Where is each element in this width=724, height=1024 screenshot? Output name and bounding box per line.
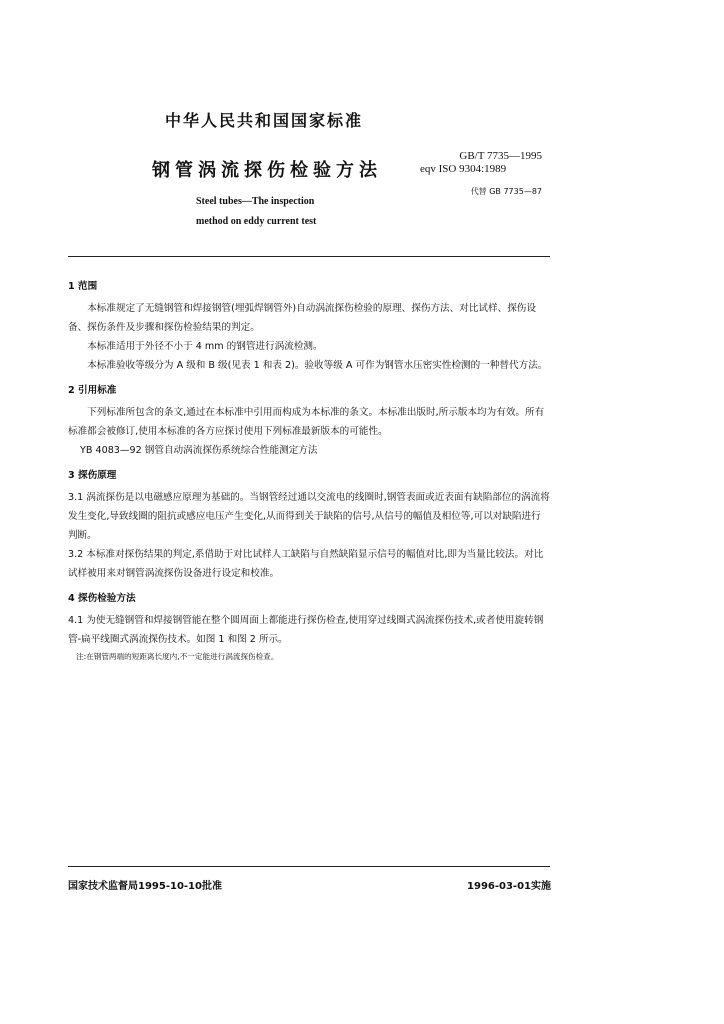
english-title-line-2: method on eddy current test bbox=[196, 216, 317, 227]
english-title-line-1: Steel tubes—The inspection bbox=[196, 196, 315, 207]
section-1-paragraph-3: 本标准验收等级分为 A 级和 B 级(见表 1 和表 2)。验收等级 A 可作为钢管水压密实性检测的一种替代方法。 bbox=[87, 360, 548, 371]
section-1-paragraph-2: 本标准适用于外径不小于 4 mm 的钢管进行涡流检测。 bbox=[87, 341, 323, 352]
section-1-paragraph-1: 本标准规定了无缝钢管和焊接钢管(埋弧焊钢管外)自动涡流探伤检验的原理、探伤方法、对比试样、探伤设备、探伤条件及步骤和探伤检验结果的判定。 bbox=[68, 303, 536, 333]
approval-date: 国家技术监督局1995-10-10批准 bbox=[68, 881, 222, 892]
document-body bbox=[68, 277, 550, 665]
section-2-heading: 2 引用标准 bbox=[68, 385, 117, 396]
standard-replaces: 代替 GB 7735—87 bbox=[470, 187, 542, 196]
section-2-paragraph-1: 下列标准所包含的条文,通过在本标准中引用而构成为本标准的条文。本标准出版时,所示版本均为有效。所有标准都会被修订,使用本标准的各方应探讨使用下列标准最新版本的可能性。 bbox=[68, 407, 545, 437]
section-3-2-paragraph: 3.2 本标准对探伤结果的判定,系借助于对比试样人工缺陷与自然缺陷显示信号的幅值对比,即为当量比较法。对比试样被用来对钢管涡流探伤设备进行设定和校准。 bbox=[68, 549, 544, 579]
section-3-1-paragraph: 3.1 涡流探伤是以电磁感应原理为基础的。当钢管经过通以交流电的线圈时,钢管表面或近表面有缺陷部位的涡流将发生变化,导致线圈的阻抗或感应电压产生变化,从而得到关于缺陷的信号,从信号的幅值及相位等,可以对缺陷进行判断。 bbox=[68, 492, 550, 541]
section-3-heading: 3 探伤原理 bbox=[68, 470, 117, 481]
standard-code: GB/T 7735—1995 bbox=[459, 150, 542, 162]
national-standard-title: 中华人民共和国国家标准 bbox=[165, 111, 364, 130]
section-4-heading: 4 探伤检验方法 bbox=[68, 593, 136, 604]
section-4-1-paragraph: 4.1 为使无缝钢管和焊接钢管能在整个圆周面上都能进行探伤检查,使用穿过线圈式涡流探伤技术,或者使用旋转钢管-扁平线圈式涡流探伤技术。如图 1 和图 2 所示。 bbox=[68, 615, 544, 645]
standard-equivalent: eqv ISO 9304:1989 bbox=[420, 163, 507, 175]
standard-code-block bbox=[420, 150, 542, 198]
section-4-note: 注:在钢管两端的短距离长度内,不一定能进行涡流探伤检查。 bbox=[76, 652, 279, 661]
english-title bbox=[196, 192, 376, 232]
document-title: 钢管涡流探伤检验方法 bbox=[152, 160, 382, 181]
implementation-date: 1996-03-01实施 bbox=[467, 881, 551, 892]
header-divider bbox=[68, 256, 550, 257]
section-2-reference: YB 4083—92 钢管自动涡流探伤系统综合性能测定方法 bbox=[80, 445, 318, 456]
section-1-heading: 1 范围 bbox=[68, 281, 98, 292]
footer-divider bbox=[68, 866, 550, 867]
